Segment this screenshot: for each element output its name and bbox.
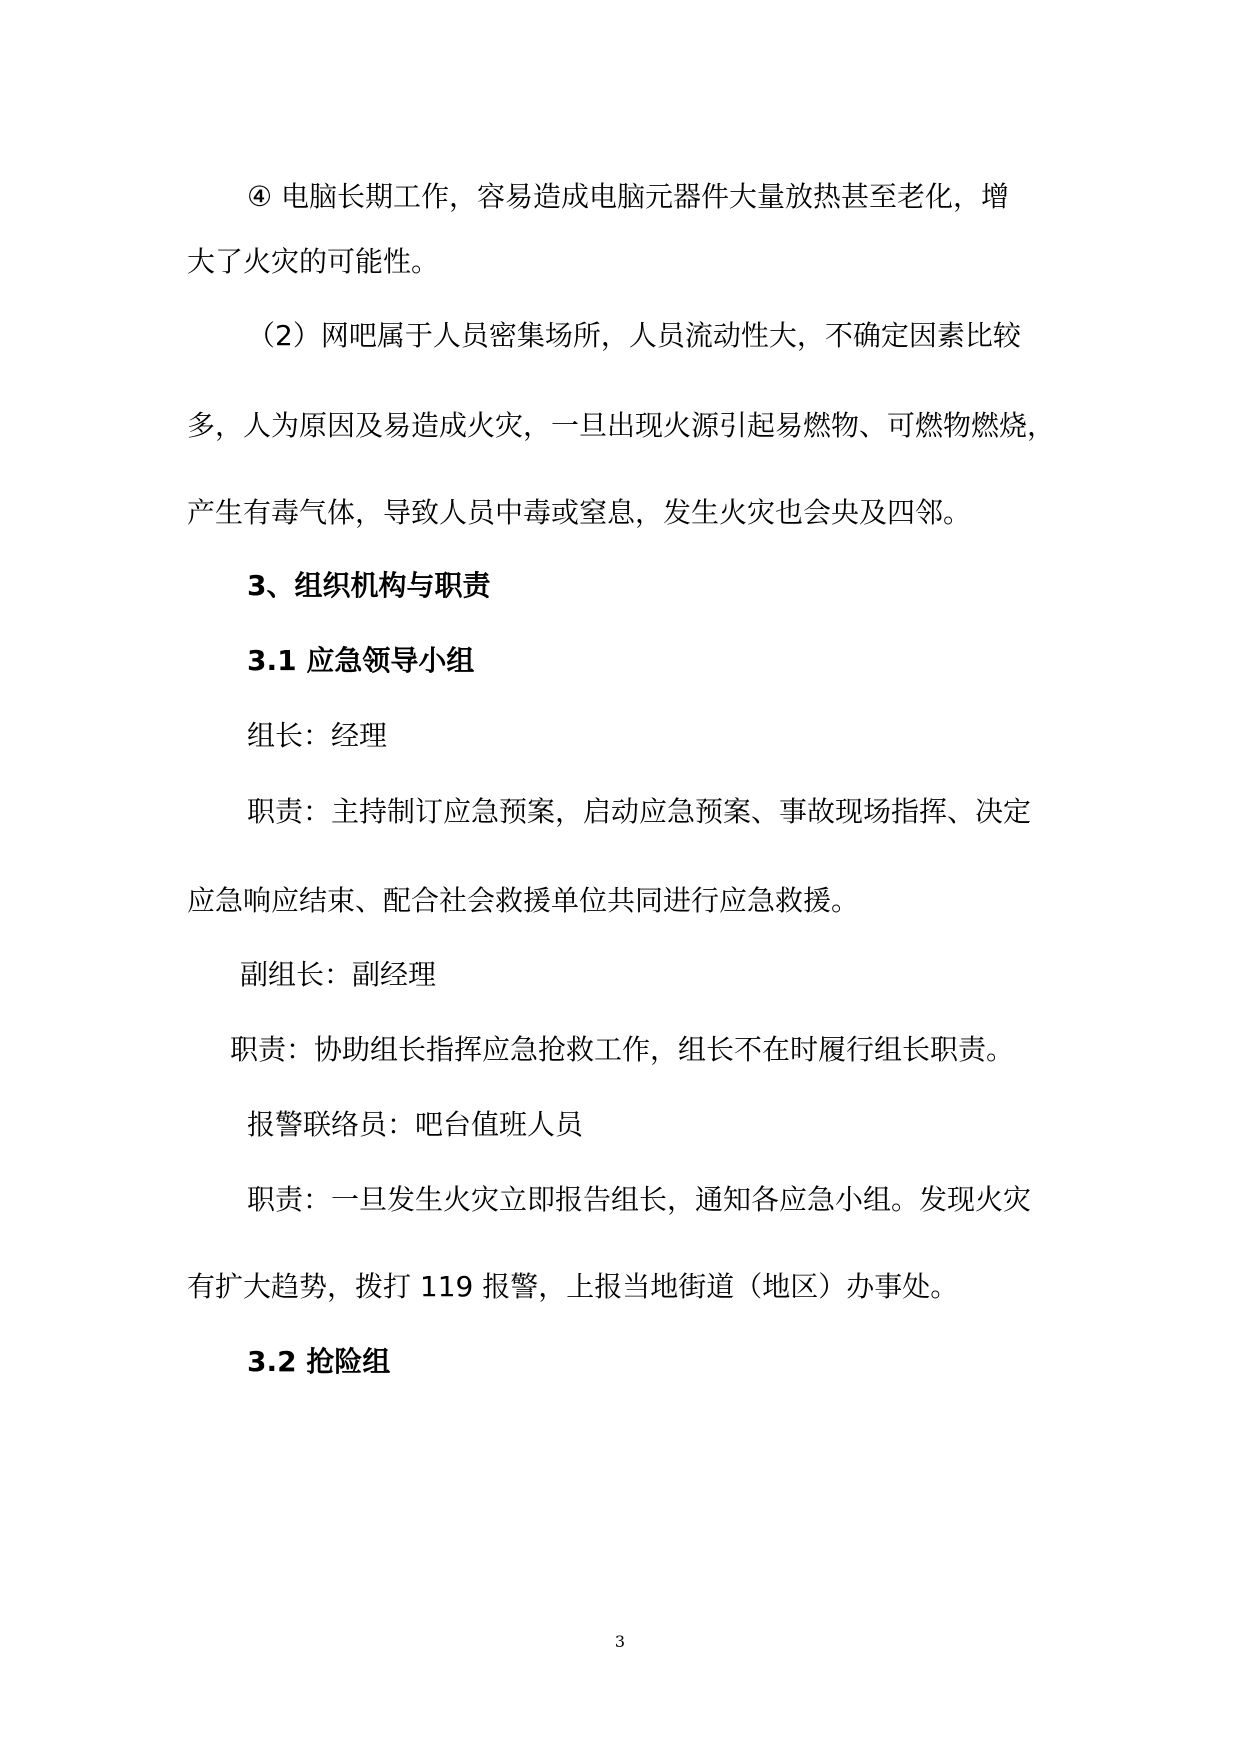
section-heading: 3、组织机构与职责 bbox=[247, 569, 491, 602]
paragraph-line: 职责：协助组长指挥应急抢救工作，组长不在时履行组长职责。 bbox=[230, 1033, 1015, 1066]
paragraph-line: 有扩大趋势，拨打 119 报警，上报当地街道（地区）办事处。 bbox=[187, 1270, 959, 1303]
paragraph-line: 产生有毒气体，导致人员中毒或窒息，发生火灾也会央及四邻。 bbox=[187, 496, 972, 529]
subsection-heading: 3.2 抢险组 bbox=[247, 1345, 391, 1378]
subsection-heading: 3.1 应急领导小组 bbox=[247, 644, 475, 677]
paragraph-line: ④ 电脑长期工作，容易造成电脑元器件大量放热甚至老化，增 bbox=[247, 180, 1010, 213]
paragraph-line: 报警联络员：吧台值班人员 bbox=[247, 1108, 584, 1141]
paragraph-line: 职责：一旦发生火灾立即报告组长，通知各应急小组。发现火灾 bbox=[247, 1183, 1032, 1216]
paragraph-line: （2）网吧属于人员密集场所，人员流动性大，不确定因素比较 bbox=[247, 319, 1021, 352]
paragraph-line: 组长：经理 bbox=[247, 719, 388, 752]
paragraph-line: 职责：主持制订应急预案，启动应急预案、事故现场指挥、决定 bbox=[247, 795, 1032, 828]
page-number: 3 bbox=[614, 1632, 626, 1651]
paragraph-line: 多，人为原因及易造成火灾，一旦出现火源引起易燃物、可燃物燃烧， bbox=[187, 409, 1056, 442]
paragraph-line: 应急响应结束、配合社会救援单位共同进行应急救援。 bbox=[187, 884, 860, 917]
paragraph-line: 副组长：副经理 bbox=[240, 958, 437, 991]
paragraph-line: 大了火灾的可能性。 bbox=[187, 245, 440, 278]
